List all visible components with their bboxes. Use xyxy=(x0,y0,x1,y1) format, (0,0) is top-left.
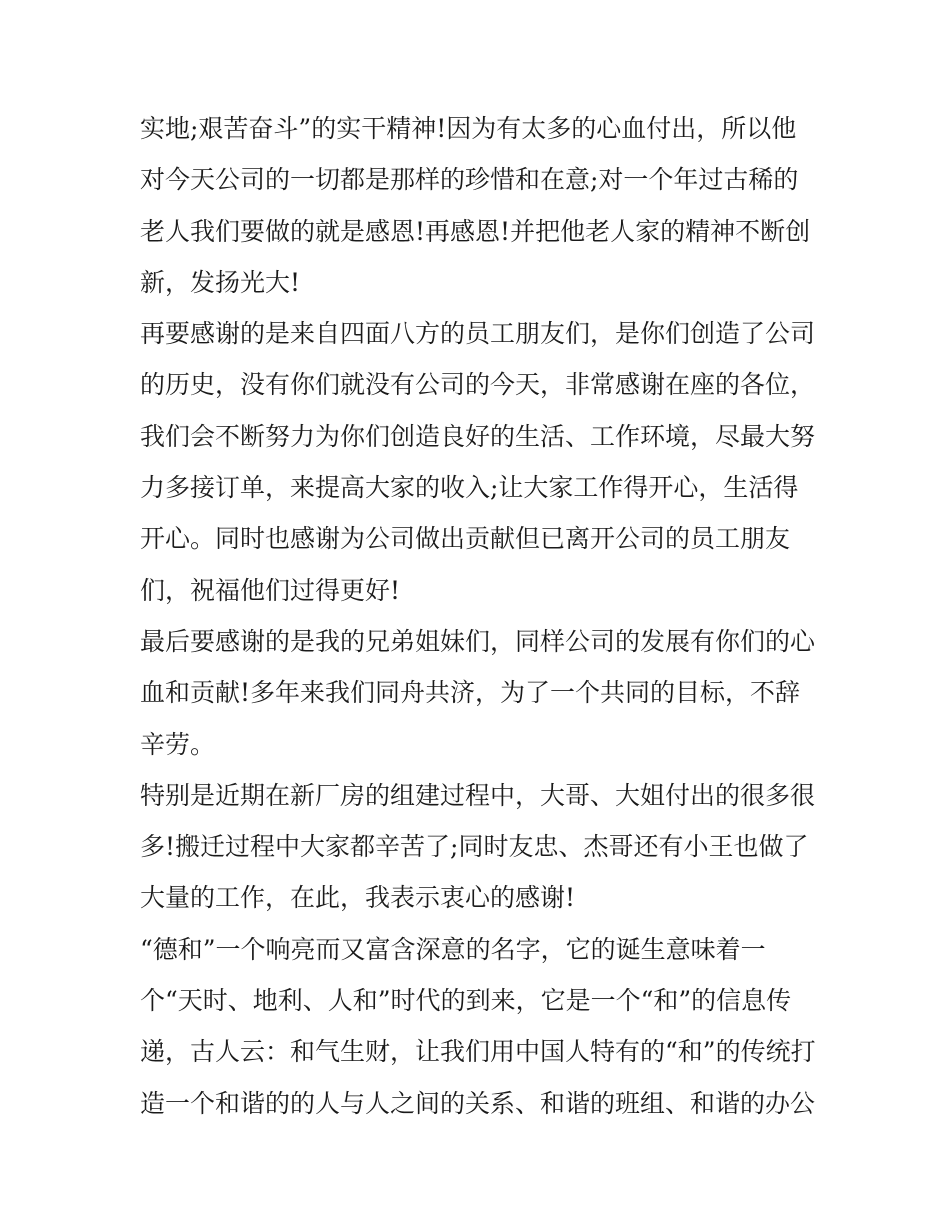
text-line: “德和”一个响亮而又富含深意的名字，它的诞生意味着一 xyxy=(140,934,766,964)
text-line: 实地;艰苦奋斗”的实干精神!因为有太多的心血付出，所以他 xyxy=(140,114,797,143)
text-line: 递，古人云：和气生财，让我们用中国人特有的“和”的传统打 xyxy=(140,1037,816,1067)
text-line: 血和贡献!多年来我们同舟共济，为了一个共同的目标，不辞 xyxy=(140,678,801,708)
text-line: 开心。同时也感谢为公司做出贡献但已离开公司的员工朋友 xyxy=(140,524,791,554)
text-line: 个“天时、地利、人和”时代的到来，它是一个“和”的信息传 xyxy=(140,986,792,1016)
text-line: 辛劳。 xyxy=(140,729,216,759)
text-line: 多!搬迁过程中大家都辛苦了;同时友忠、杰哥还有小王也做了 xyxy=(140,832,809,862)
body-text xyxy=(140,103,840,1129)
text-line: 大量的工作，在此，我表示衷心的感谢! xyxy=(140,883,576,913)
text-line: 的历史，没有你们就没有公司的今天，非常感谢在座的各位， xyxy=(140,370,816,400)
text-line: 特别是近期在新厂房的组建过程中，大哥、大姐付出的很多很 xyxy=(140,780,816,810)
text-line: 们，祝福他们过得更好! xyxy=(140,575,401,605)
text-line: 最后要感谢的是我的兄弟姐妹们，同样公司的发展有你们的心 xyxy=(140,626,816,656)
text-line: 再要感谢的是来自四面八方的员工朋友们，是你们创造了公司 xyxy=(140,319,816,349)
text-line: 力多接订单，来提高大家的收入;让大家工作得开心，生活得 xyxy=(140,473,799,503)
text-line: 对今天公司的一切都是那样的珍惜和在意;对一个年过古稀的 xyxy=(140,165,799,195)
text-line: 造一个和谐的的人与人之间的关系、和谐的班组、和谐的办公 xyxy=(140,1088,816,1118)
text-line: 新，发扬光大! xyxy=(140,267,301,297)
text-line: 我们会不断努力为你们创造良好的生活、工作环境，尽最大努 xyxy=(140,421,816,451)
text-line: 老人我们要做的就是感恩!再感恩!并把他老人家的精神不断创 xyxy=(140,216,811,246)
